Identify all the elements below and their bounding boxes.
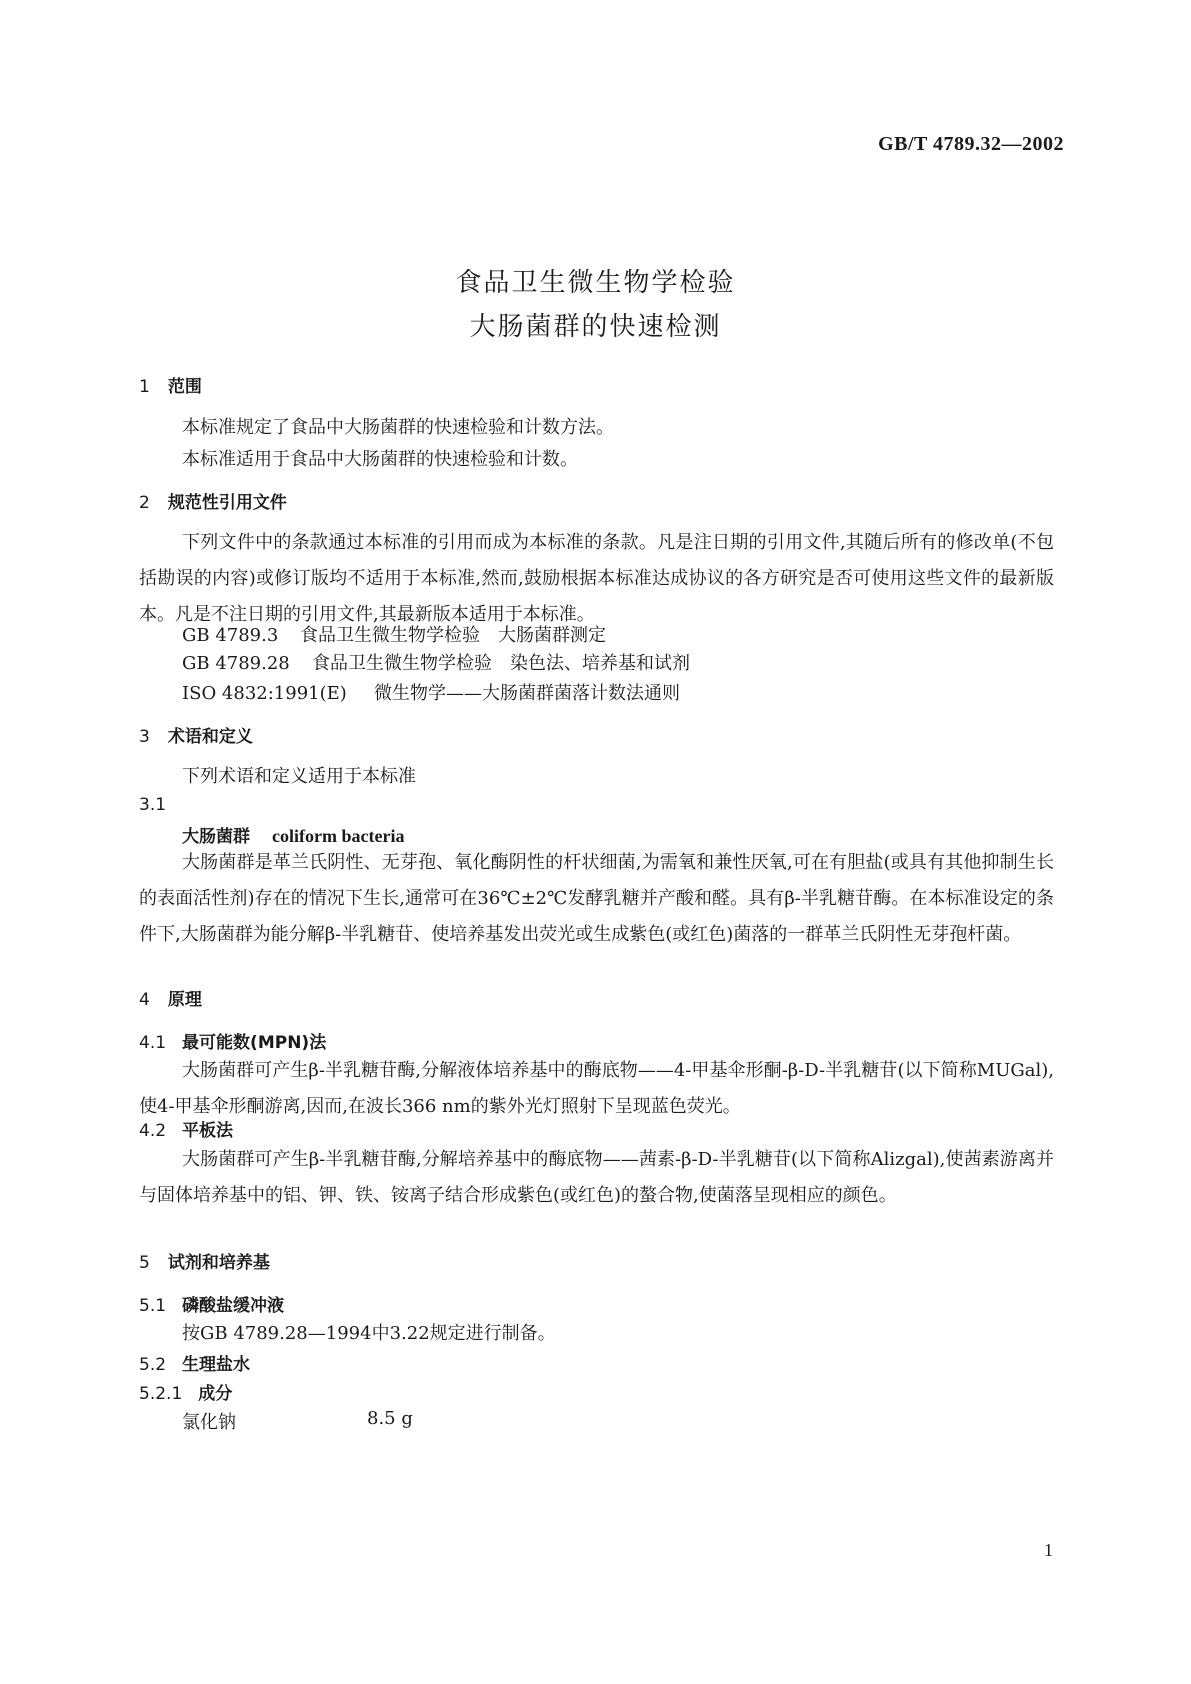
standard-code: GB/T 4789.32—2002 <box>878 133 1064 155</box>
subsection-title: 成分 <box>198 1384 233 1404</box>
ingredient-row <box>182 1408 413 1434</box>
page-subtitle: 大肠菌群的快速检测 <box>469 312 722 342</box>
subsection-number: 5.1 <box>139 1296 167 1316</box>
paragraph: 大肠菌群可产生β-半乳糖苷酶,分解培养基中的酶底物——茜素-β-D-半乳糖苷(以下简称Alizgal),使茜素游离并与固体培养基中的铝、钾、铁、铵离子结合形成紫色(或红色)的螯合物,使菌落呈现相应的颜色。 <box>139 1149 1054 1206</box>
section-title: 范围 <box>167 377 202 397</box>
section-2-heading <box>139 488 287 513</box>
section-number: 2 <box>139 493 150 513</box>
page-title: 食品卫生微生物学检验 <box>455 268 736 298</box>
term-definition: 大肠菌群是革兰氏阴性、无芽孢、氧化酶阴性的杆状细菌,为需氧和兼性厌氧,可在有胆盐(或具有其他抑制生长的表面活性剂)存在的情况下生长,通常可在36℃±2℃发酵乳糖并产酸和醛。具有β-半乳糖苷酶。在本标准设定的条件下,大肠菌群为能分解β-半乳糖苷、使培养基发出荧光或生成紫色(或红色)菌落的一群革兰氏阴性无芽孢杆菌。 <box>139 852 1054 945</box>
subsection-5-2-heading <box>139 1350 250 1375</box>
term-entry <box>182 822 404 847</box>
section-title: 规范性引用文件 <box>167 493 287 513</box>
section-number: 4 <box>139 990 150 1010</box>
section-number: 1 <box>139 377 150 397</box>
reference-item <box>182 679 680 705</box>
subsection-number: 4.1 <box>139 1033 167 1053</box>
subsection-number-text: 3.1 <box>139 795 167 815</box>
paragraph: 下列术语和定义适用于本标准 <box>182 766 416 787</box>
subsection-number <box>139 795 182 815</box>
section-1-heading <box>139 372 202 397</box>
subsection-4-2-heading <box>139 1116 233 1141</box>
paragraph: 按GB 4789.28—1994中3.22规定进行制备。 <box>182 1323 556 1344</box>
ingredient-amount: 8.5 g <box>367 1408 413 1429</box>
section-title: 试剂和培养基 <box>167 1253 270 1273</box>
section-3-heading <box>139 722 253 747</box>
subsection-number: 5.2.1 <box>139 1384 183 1404</box>
subsection-number: 4.2 <box>139 1121 167 1141</box>
subsection-5-1-heading <box>139 1291 284 1316</box>
reference-title: 微生物学——大肠菌群菌落计数法通则 <box>374 683 680 704</box>
section-title: 原理 <box>167 990 202 1010</box>
reference-code: GB 4789.28 <box>182 653 290 674</box>
section-5-heading <box>139 1248 270 1273</box>
section-4-heading <box>139 985 202 1010</box>
reference-code: ISO 4832:1991(E) <box>182 683 347 704</box>
paragraph: 本标准适用于食品中大肠菌群的快速检验和计数。 <box>182 449 578 470</box>
reference-item <box>182 649 690 675</box>
section-number: 3 <box>139 727 150 747</box>
paragraph: 大肠菌群可产生β-半乳糖苷酶,分解液体培养基中的酶底物——4-甲基伞形酮-β-D-半乳糖苷(以下简称MUGal),使4-甲基伞形酮游离,因而,在波长366 nm的紫外光灯照射下呈现蓝色荧光。 <box>139 1060 1054 1117</box>
term-chinese: 大肠菌群 <box>182 827 250 847</box>
section-title: 术语和定义 <box>167 727 253 747</box>
term-english: coliform bacteria <box>272 826 405 846</box>
reference-code: GB 4789.3 <box>182 625 279 646</box>
subsection-4-1-heading <box>139 1028 326 1053</box>
subsection-title: 生理盐水 <box>182 1355 251 1375</box>
subsection-title: 磷酸盐缓冲液 <box>182 1296 285 1316</box>
ingredient-name: 氯化钠 <box>182 1412 236 1433</box>
paragraph: 本标准规定了食品中大肠菌群的快速检验和计数方法。 <box>182 417 614 438</box>
reference-title: 食品卫生微生物学检验 染色法、培养基和试剂 <box>312 653 690 674</box>
page-number: 1 <box>1044 1540 1053 1560</box>
subsection-title: 平板法 <box>182 1121 234 1141</box>
section-number: 5 <box>139 1253 150 1273</box>
subsection-title: 最可能数(MPN)法 <box>182 1033 327 1053</box>
subsection-5-2-1-heading <box>139 1379 232 1404</box>
paragraph: 下列文件中的条款通过本标准的引用而成为本标准的条款。凡是注日期的引用文件,其随后所有的修改单(不包括勘误的内容)或修订版均不适用于本标准,然而,鼓励根据本标准达成协议的各方研究是否可使用这些文件的最新版本。凡是不注日期的引用文件,其最新版本适用于本标准。 <box>139 532 1054 625</box>
subsection-number: 5.2 <box>139 1355 167 1375</box>
reference-title: 食品卫生微生物学检验 大肠菌群测定 <box>300 625 606 646</box>
reference-item <box>182 621 606 647</box>
